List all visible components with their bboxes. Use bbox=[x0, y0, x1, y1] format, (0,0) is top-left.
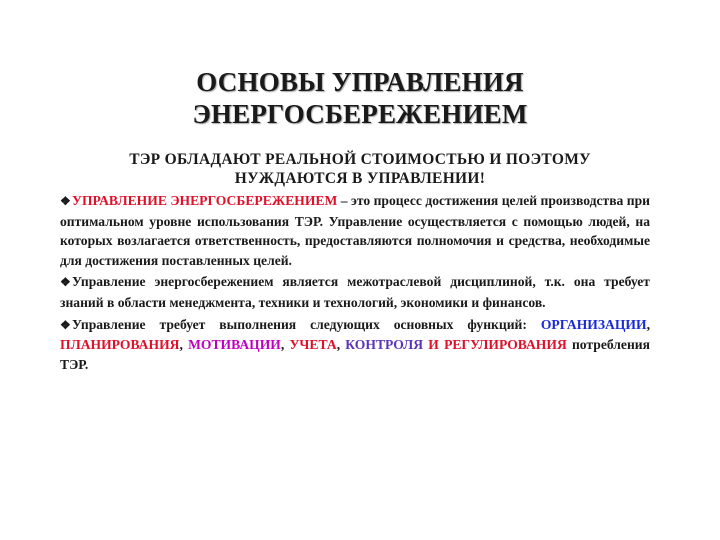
separator: , bbox=[179, 337, 189, 353]
function-accounting: УЧЕТА bbox=[289, 337, 337, 353]
diamond-bullet-icon: ❖ bbox=[60, 275, 71, 290]
diamond-bullet-icon: ❖ bbox=[60, 194, 71, 208]
separator: , bbox=[646, 316, 650, 332]
subtitle-line-2: НУЖДАЮТСЯ В УПРАВЛЕНИИ! bbox=[234, 170, 486, 187]
bullet-paragraph-definition bbox=[60, 191, 650, 270]
slide-title bbox=[60, 66, 660, 130]
function-planning: ПЛАНИРОВАНИЯ bbox=[60, 337, 180, 353]
function-control: КОНТРОЛЯ bbox=[345, 337, 424, 353]
subtitle-line-1: ТЭР ОБЛАДАЮТ РЕАЛЬНОЙ СТОИМОСТЬЮ И ПОЭТОМУ bbox=[129, 151, 591, 168]
functions-outro: потребления ТЭР. bbox=[60, 337, 650, 372]
separator: , bbox=[336, 337, 346, 353]
function-regulation: И РЕГУЛИРОВАНИЯ bbox=[428, 337, 567, 353]
discipline-text: Управление энергосбережением является межотраслевой дисциплиной, т.к. она требует знаний в области менеджмента, техники и технологий, экономики и финансов. bbox=[60, 274, 650, 310]
diamond-bullet-icon: ❖ bbox=[60, 317, 71, 332]
function-organization: ОРГАНИЗАЦИИ bbox=[540, 316, 647, 332]
title-line-1: ОСНОВЫ УПРАВЛЕНИЯ bbox=[196, 67, 524, 97]
bullet-paragraph-discipline bbox=[60, 272, 650, 312]
definition-text: – это процесс достижения целей производства при оптимальном уровне использования ТЭР. Управление осуществляется с помощью людей, на которых возлагается ответственность, предоставляются полномочия и средства, необходимые для достижения поставленных целей. bbox=[60, 193, 651, 268]
title-line-2: ЭНЕРГОСБЕРЕЖЕНИЕМ bbox=[192, 99, 528, 129]
separator: , bbox=[280, 337, 290, 353]
slide-body bbox=[60, 191, 650, 376]
term-energy-saving-management: УПРАВЛЕНИЕ ЭНЕРГОСБЕРЕЖЕНИЕМ bbox=[72, 193, 338, 208]
function-motivation: МОТИВАЦИИ bbox=[188, 337, 281, 353]
slide-subtitle bbox=[70, 150, 650, 188]
functions-intro: Управление требует выполнения следующих основных функций: bbox=[72, 316, 541, 332]
bullet-paragraph-functions bbox=[60, 315, 650, 375]
